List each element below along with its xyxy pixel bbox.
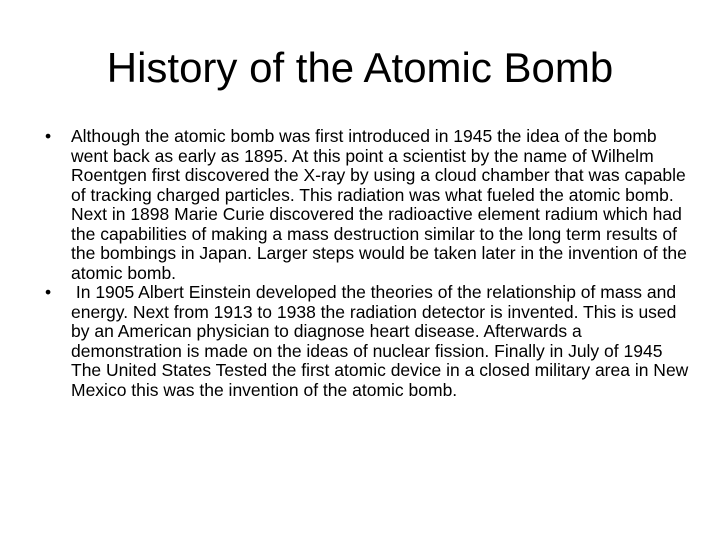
bullet-text: Although the atomic bomb was first introduced in 1945 the idea of the bomb went back as early as 1895. At this point a scientist by the name of Wilhelm Roentgen first discovered the X-ray by using a cloud chamber that was capable of tracking charged particles. This radiation was what fueled the atomic bomb. Next in 1898 Marie Curie discovered the radioactive element radium which had the capabilities of making a mass destruction similar to the long term results of the bombings in Japan. Larger steps would be taken later in the invention of the atomic bomb.: [71, 126, 687, 283]
bullet-marker: •: [45, 282, 52, 302]
bullet-item: [45, 127, 690, 283]
bullet-text: In 1905 Albert Einstein developed the theories of the relationship of mass and energy. Next from 1913 to 1938 the radiation detector is invented. This is used by an American physician to diagnose heart disease. Afterwards a demonstration is made on the ideas of nuclear fission. Finally in July of 1945 The United States Tested the first atomic device in a closed military area in New Mexico this was the invention of the atomic bomb.: [71, 282, 689, 400]
bullet-marker: •: [45, 126, 52, 146]
slide-title: History of the Atomic Bomb: [106, 44, 614, 91]
bullet-item: [45, 283, 690, 400]
bullet-list: [45, 127, 690, 400]
